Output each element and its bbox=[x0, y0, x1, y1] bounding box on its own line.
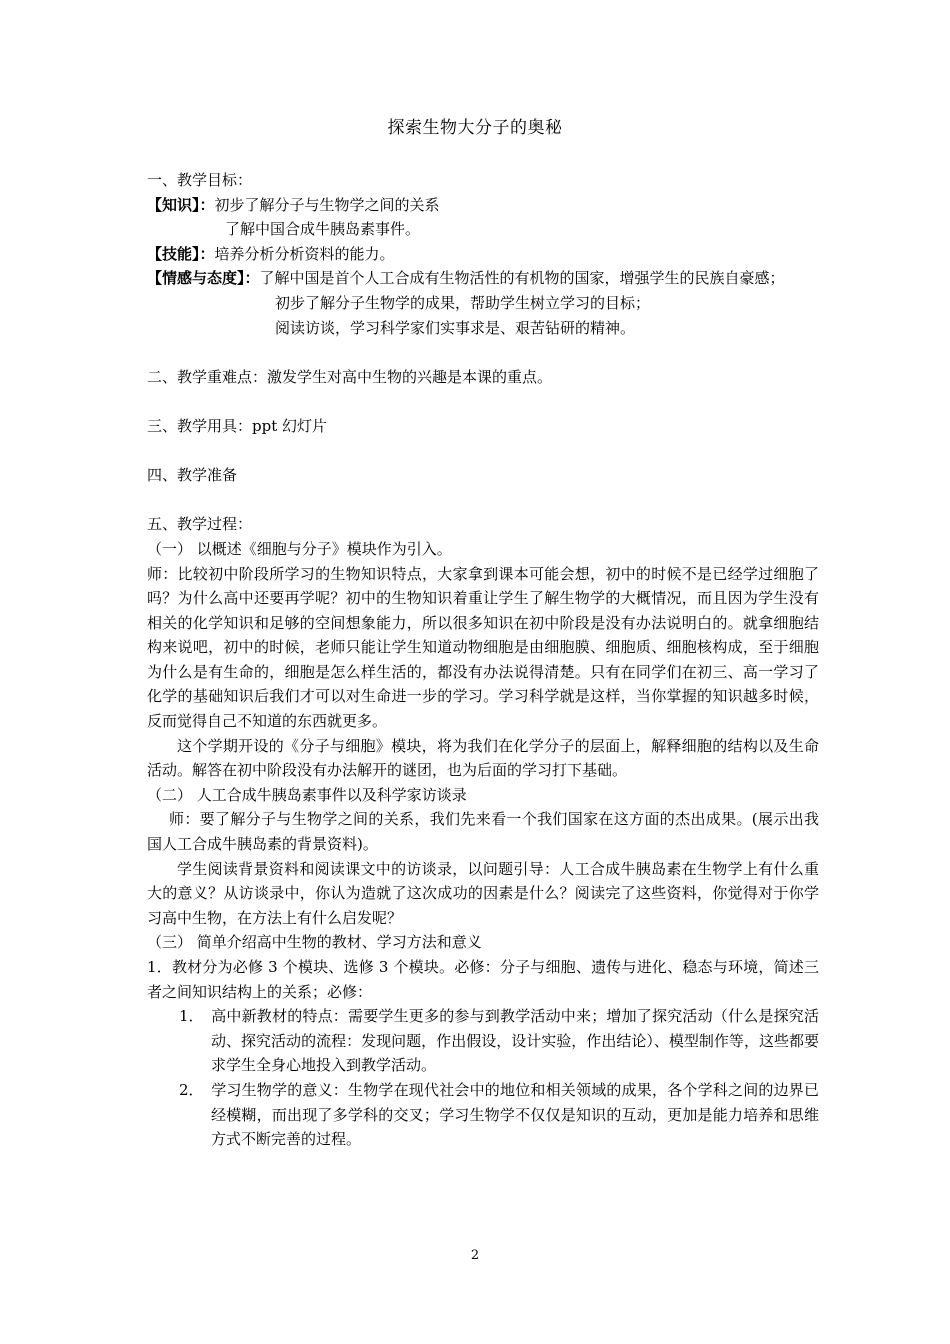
document-title: 探索生物大分子的奥秘 bbox=[387, 118, 563, 138]
part-3-title: （三） 简单介绍高中生物的教材、学习方法和意义 bbox=[147, 933, 482, 952]
skill-line bbox=[147, 242, 819, 267]
list-item-number: 1． bbox=[179, 1007, 204, 1026]
section-preparation: 四、教学准备 bbox=[147, 466, 238, 485]
list-item-number: 2． bbox=[179, 1080, 204, 1099]
attitude-label: 【情感与态度】： bbox=[147, 269, 260, 288]
attitude-text-1: 了解中国是首个人工合成有生物活性的有机物的国家，增强学生的民族自豪感； bbox=[259, 269, 785, 288]
part-1-paragraph: 师：比较初中阶段所学习的生物知识特点，大家拿到课本可能会想，初中的时候不是已经学过细胞了吗？为什么高中还要再学呢？初中的生物知识着重让学生了解生物学的大概情况，而且因为学生没有相关的化学知识和足够的空间想象能力，所以很多知识在初中阶段是没有办法说明白的。就拿细胞结构来说吧，初中的时候，老师只能让学生知道动物细胞是由细胞膜、细胞质、细胞核构成，至于细胞为什么是有生命的，细胞是怎么样生活的，都没有办法说得清楚。只有在同学们在初三、高一学习了化学的基础知识后我们才可以对生命进一步的学习。学习科学就是这样，当你掌握的知识越多时候，反而觉得自己不知道的东西就更多。 bbox=[147, 564, 819, 731]
list-item-text: 学习生物学的意义：生物学在现代社会中的地位和相关领域的成果，各个学科之间的边界已经模糊，而出现了多学科的交叉；学习生物学不仅仅是知识的互动，更加是能力培养和思维方式不断完善的过程。 bbox=[211, 1080, 819, 1149]
attitude-text-2: 初步了解分子生物学的成果，帮助学生树立学习的目标； bbox=[275, 293, 651, 312]
list-item bbox=[147, 1004, 819, 1078]
skill-label: 【技能】： bbox=[147, 244, 215, 263]
attitude-line bbox=[147, 266, 819, 291]
section-key-points: 二、教学重难点：激发学生对高中生物的兴趣是本课的重点。 bbox=[147, 367, 553, 386]
part-2-title: （二） 人工合成牛胰岛素事件以及科学家访谈录 bbox=[147, 785, 467, 804]
skill-text: 培养分析分析资料的能力。 bbox=[214, 244, 395, 263]
list-item-text: 高中新教材的特点：需要学生更多的参与到教学活动中来；增加了探究活动（什么是探究活动、探究活动的流程：发现问题，作出假设，设计实验，作出结论）、模型制作等，这些都要求学生全身心地投入到教学活动。 bbox=[211, 1007, 819, 1075]
document-body bbox=[147, 168, 819, 1152]
knowledge-text-2: 了解中国合成牛胰岛素事件。 bbox=[225, 220, 421, 239]
part-2-paragraph-2: 学生阅读背景资料和阅读课文中的访谈录，以问题引导：人工合成牛胰岛素在生物学上有什么重大的意义？从访谈录中，你认为造就了这次成功的因素是什么？阅读完了这些资料，你觉得对于你学习高中生物，在方法上有什么启发呢？ bbox=[147, 859, 819, 927]
section-heading-objectives: 一、教学目标： bbox=[147, 171, 253, 189]
page-number: 2 bbox=[470, 1248, 480, 1263]
part-1-paragraph-2: 这个学期开设的《分子与细胞》模块，将为我们在化学分子的层面上，解释细胞的结构以及生命活动。解答在初中阶段没有办法解开的谜团，也为后面的学习打下基础。 bbox=[147, 736, 819, 780]
part-2-paragraph: 师：要了解分子与生物学之间的关系，我们先来看一个我们国家在这方面的杰出成果。(展示出我国人工合成牛胰岛素的背景资料)。 bbox=[147, 810, 819, 854]
part-1-title: （一） 以概述《细胞与分子》模块作为引入。 bbox=[147, 539, 452, 558]
attitude-text-3: 阅读访谈，学习科学家们实事求是、艰苦钻研的精神。 bbox=[275, 318, 636, 337]
section-teaching-tools: 三、教学用具：ppt 幻灯片 bbox=[147, 416, 328, 435]
list-item bbox=[147, 1078, 819, 1152]
section-heading-process: 五、教学过程： bbox=[147, 515, 253, 534]
part-3-paragraph: 1．教材分为必修 3 个模块、选修 3 个模块。必修：分子与细胞、遗传与进化、稳态与环境，简述三者之间知识结构上的关系；必修： bbox=[147, 958, 819, 1001]
knowledge-text-1: 初步了解分子与生物学之间的关系 bbox=[214, 195, 440, 214]
knowledge-line bbox=[147, 193, 819, 218]
knowledge-label: 【知识】： bbox=[147, 195, 215, 214]
